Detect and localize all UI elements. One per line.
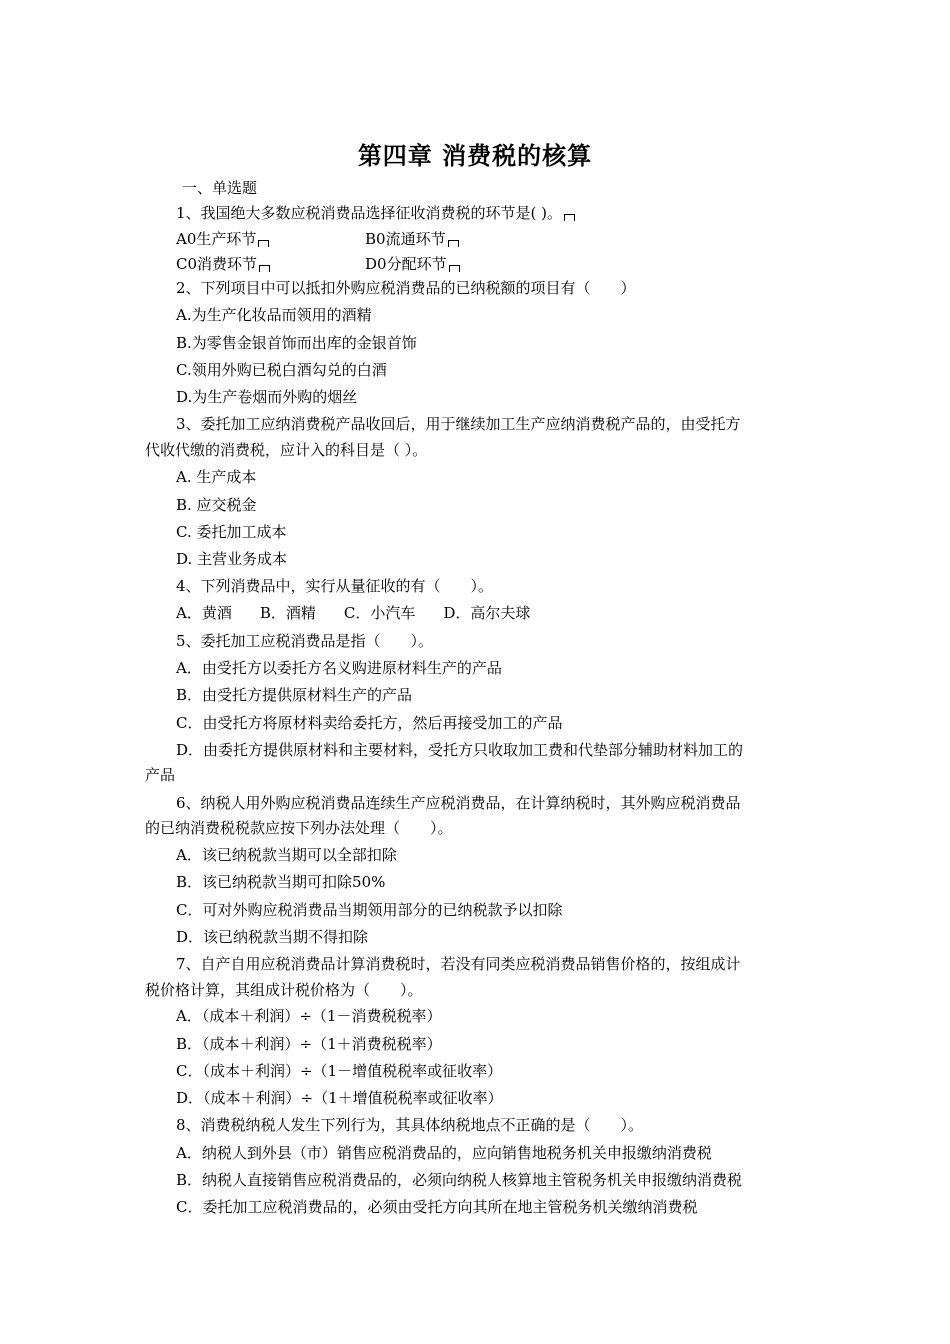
question-7-option-a: A．（成本＋利润）÷（1－消费税税率） xyxy=(176,1007,442,1025)
line-break-mark-icon xyxy=(258,240,269,247)
question-3-option-a: A. 生产成本 xyxy=(176,468,257,486)
question-5-option-d-line-1: D．由委托方提供原材料和主要材料，受托方只收取加工费和代垫部分辅助材料加工的 xyxy=(176,741,744,759)
question-2-option-c: C.领用外购已税白酒勾兑的白酒 xyxy=(176,361,387,379)
question-5-option-d-line-2: 产品 xyxy=(145,766,176,784)
question-2-option-d: D.为生产卷烟而外购的烟丝 xyxy=(176,388,358,406)
question-2-stem: 2、下列项目中可以抵扣外购应税消费品的已纳税额的项目有（ ） xyxy=(176,279,636,297)
question-2-option-b: B.为零售金银首饰而出库的金银首饰 xyxy=(176,334,417,352)
question-3-option-b: B. 应交税金 xyxy=(176,496,257,514)
question-8-stem: 8、消费税纳税人发生下列行为，其具体纳税地点不正确的是（ ）。 xyxy=(176,1116,644,1134)
question-1-option-d: D0分配环节 xyxy=(365,254,460,274)
question-6-option-c: C．可对外购应税消费品当期领用部分的已纳税款予以扣除 xyxy=(176,901,563,919)
question-6-option-b: B．该已纳税款当期可扣除50% xyxy=(176,873,386,891)
question-3-option-c: C. 委托加工成本 xyxy=(176,523,287,541)
line-break-mark-icon xyxy=(259,265,270,272)
question-7-stem-line-1: 7、自产自用应税消费品计算消费税时，若没有同类应税消费品销售价格的，按组成计 xyxy=(176,955,741,973)
question-4-option-a: A．黄酒 xyxy=(176,604,232,622)
question-4-option-d: D．高尔夫球 xyxy=(443,604,531,622)
question-6-option-d: D．该已纳税款当期不得扣除 xyxy=(176,928,369,946)
question-5-option-a: A．由受托方以委托方名义购进原材料生产的产品 xyxy=(176,659,502,677)
question-4-option-b: B．酒精 xyxy=(259,604,316,622)
question-3-option-d: D. 主营业务成本 xyxy=(176,550,288,568)
question-5-option-b: B．由受托方提供原材料生产的产品 xyxy=(176,686,413,704)
question-6-stem-line-2: 的已纳消费税税款应按下列办法处理（ ）。 xyxy=(145,819,453,837)
question-4-stem: 4、下列消费品中，实行从量征收的有（ ）。 xyxy=(176,577,494,595)
question-7-option-b: B．（成本＋利润）÷（1＋消费税税率） xyxy=(176,1035,442,1053)
question-5-option-c: C．由受托方将原材料卖给委托方，然后再接受加工的产品 xyxy=(176,714,563,732)
question-8-option-b: B．纳税人直接销售应税消费品的，必须向纳税人核算地主管税务机关申报缴纳消费税 xyxy=(176,1171,743,1189)
chapter-title: 第四章 消费税的核算 xyxy=(357,142,593,170)
question-1-option-a: A0生产环节 xyxy=(176,229,269,249)
question-1-option-c: C0消费环节 xyxy=(176,254,270,274)
line-break-mark-icon xyxy=(564,214,575,221)
question-5-stem: 5、委托加工应税消费品是指（ ）。 xyxy=(176,632,434,650)
question-1-stem: 1、我国绝大多数应税消费品选择征收消费税的环节是( )。 xyxy=(176,203,575,223)
question-6-stem-line-1: 6、纳税人用外购应税消费品连续生产应税消费品，在计算纳税时，其外购应税消费品 xyxy=(176,794,741,812)
question-4-option-c: C．小汽车 xyxy=(343,604,416,622)
question-7-option-c: C．（成本＋利润）÷（1－增值税税率或征收率） xyxy=(176,1062,503,1080)
question-7-option-d: D．（成本＋利润）÷（1＋增值税税率或征收率） xyxy=(176,1089,503,1107)
question-3-stem-line-1: 3、委托加工应纳消费税产品收回后，用于继续加工生产应纳消费税产品的，由受托方 xyxy=(176,415,741,433)
line-break-mark-icon xyxy=(448,240,459,247)
question-8-option-a: A．纳税人到外县（市）销售应税消费品的，应向销售地税务机关申报缴纳消费税 xyxy=(176,1144,712,1162)
question-1-option-b: B0流通环节 xyxy=(365,229,459,249)
question-7-stem-line-2: 税价格计算，其组成计税价格为（ ）。 xyxy=(145,981,423,999)
section-heading: 一、单选题 xyxy=(182,179,258,197)
question-6-option-a: A．该已纳税款当期可以全部扣除 xyxy=(176,846,397,864)
question-8-option-c: C．委托加工应税消费品的，必须由受托方向其所在地主管税务机关缴纳消费税 xyxy=(176,1198,698,1216)
question-4-options xyxy=(176,603,530,623)
line-break-mark-icon xyxy=(449,265,460,272)
question-2-option-a: A.为生产化妆品而领用的酒精 xyxy=(176,306,372,324)
question-3-stem-line-2: 代收代缴的消费税，应计入的科目是（ ）。 xyxy=(145,441,428,459)
